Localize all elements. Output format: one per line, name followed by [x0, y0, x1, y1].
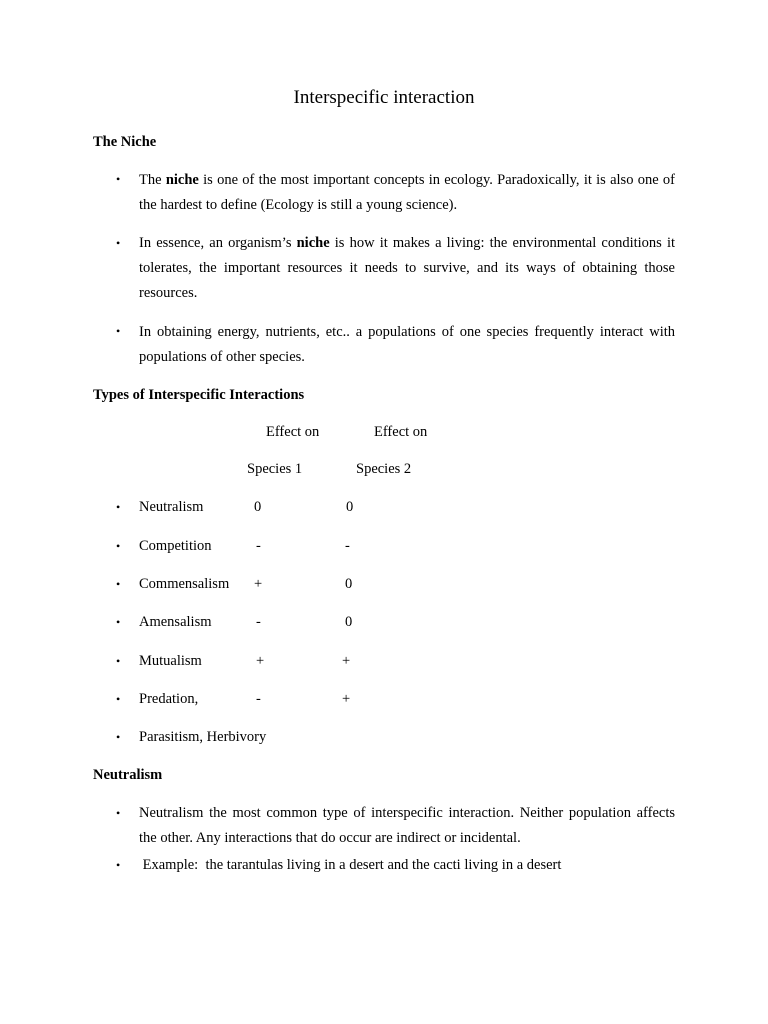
species1-effect: -	[256, 691, 261, 707]
section-heading-niche: The Niche	[93, 134, 157, 150]
interaction-name: Commensalism	[139, 576, 230, 592]
interaction-name: Predation,	[139, 691, 199, 707]
bullet-icon: •	[116, 692, 121, 706]
species2-effect: -	[345, 538, 350, 554]
interaction-name: Parasitism, Herbivory	[139, 729, 267, 745]
bullet-icon: •	[116, 577, 121, 591]
bullet-icon: •	[116, 730, 121, 744]
species1-effect: -	[256, 538, 261, 554]
interaction-name: Amensalism	[139, 614, 212, 630]
page-title: Interspecific interaction	[293, 87, 475, 108]
col2-header-line2: Species 2	[356, 461, 412, 477]
section-heading-neutralism: Neutralism	[93, 767, 163, 783]
bullet-icon: •	[116, 324, 121, 338]
niche-bullet-2: In essence, an organism’s niche is how it makes a living: the environmental conditions it tolerates, the important resources it needs to survive, and its ways of obtaining those resources.	[139, 235, 676, 301]
species1-effect: -	[256, 614, 261, 630]
bullet-icon: •	[116, 806, 121, 820]
species2-effect: 0	[346, 499, 354, 515]
bullet-icon: •	[116, 236, 121, 250]
neutralism-bullet-2: Example: the tarantulas living in a desert and the cacti living in a desert	[139, 857, 562, 873]
species2-effect: 0	[345, 576, 353, 592]
interaction-name: Competition	[139, 538, 212, 554]
species1-effect: +	[254, 576, 263, 592]
niche-bullet-1: The niche is one of the most important concepts in ecology. Paradoxically, it is also one of the hardest to define (Ecology is still a young science).	[139, 172, 676, 213]
bullet-icon: •	[116, 539, 121, 553]
bullet-icon: •	[116, 654, 121, 668]
bullet-icon: •	[116, 172, 121, 186]
interaction-name: Neutralism	[139, 499, 204, 515]
neutralism-bullet-1: Neutralism the most common type of interspecific interaction. Neither population affects the other. Any interactions that do occur are indirect or incidental.	[139, 805, 675, 846]
species2-effect: +	[342, 653, 351, 669]
bullet-icon: •	[116, 858, 121, 872]
bullet-icon: •	[116, 615, 121, 629]
col1-header-line2: Species 1	[247, 461, 303, 477]
species1-effect: 0	[254, 499, 262, 515]
species1-effect: +	[256, 653, 265, 669]
species2-effect: +	[342, 691, 351, 707]
bullet-icon: •	[116, 500, 121, 514]
species2-effect: 0	[345, 614, 353, 630]
section-heading-types: Types of Interspecific Interactions	[93, 387, 305, 403]
col2-header-line1: Effect on	[374, 424, 428, 440]
col1-header-line1: Effect on	[266, 424, 320, 440]
niche-bullet-3: In obtaining energy, nutrients, etc.. a populations of one species frequently interact with populations of other species.	[139, 324, 675, 365]
interaction-name: Mutualism	[139, 653, 202, 669]
